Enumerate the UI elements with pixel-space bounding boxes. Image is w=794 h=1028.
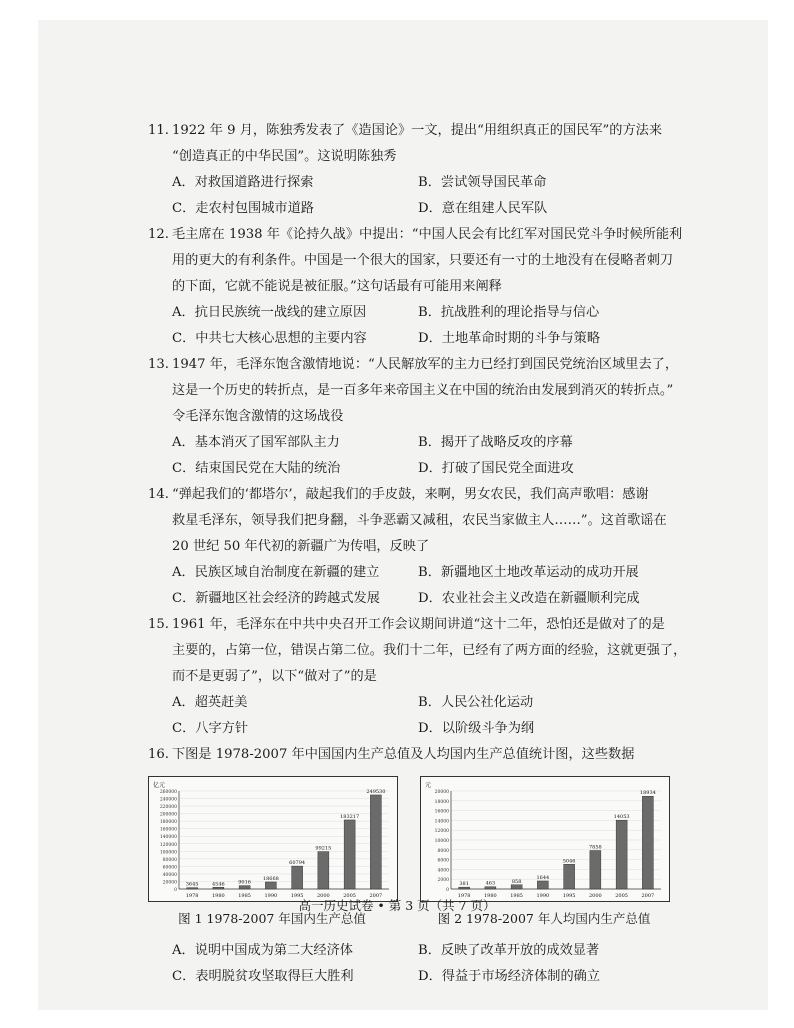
option-c[interactable]: C．表明脱贫攻坚取得巨大胜利 [172, 969, 354, 984]
option-b[interactable]: B．新疆地区土地改革运动的成功开展 [418, 565, 639, 580]
question-13 [148, 352, 678, 482]
option-a[interactable]: A．超英赶美 [172, 695, 248, 710]
bar-value-label: 9016 [238, 879, 251, 886]
y-tick-label: 10000 [434, 839, 449, 844]
option-d[interactable]: D．意在组建人民军队 [418, 201, 548, 216]
y-axis-label: 亿元 [153, 782, 166, 789]
option-d[interactable]: D．打破了国民党全面进攻 [418, 461, 574, 476]
y-tick-label: 8000 [437, 848, 449, 854]
question-text-line: 毛主席在 1938 年《论持久战》中提出：“中国人民会有比红军对国民党斗争时候所能利 [172, 227, 683, 242]
bar-value-label: 249530 [366, 788, 386, 795]
gdp-chart-frame [148, 776, 398, 902]
per-capita-chart-caption: 图 2 1978-2007 年人均国内生产总值 [437, 911, 651, 926]
question-text-line: 1947 年，毛泽东饱含激情地说：“人民解放军的主力已经打到国民党统治区域里去了， [172, 357, 679, 372]
bar-value-label: 381 [459, 881, 469, 888]
option-b[interactable]: B．反映了改革开放的成效显著 [418, 943, 600, 958]
bar-value-label: 5046 [562, 858, 576, 865]
question-12 [148, 222, 683, 352]
y-axis-label: 元 [425, 782, 432, 789]
y-tick-label: 20000 [162, 880, 177, 886]
bar-value-label: 99215 [315, 845, 332, 852]
y-tick-label: 60000 [162, 865, 177, 871]
q16-options [148, 938, 678, 990]
gdp-chart-caption: 图 1 1978-2007 年国内生产总值 [178, 911, 366, 926]
option-c[interactable]: C．中共七大核心思想的主要内容 [172, 331, 367, 346]
bar [265, 882, 276, 889]
y-tick-label: 20000 [434, 790, 449, 795]
bar [616, 820, 627, 889]
y-tick-label: 100000 [159, 850, 177, 856]
bar-value-label: 463 [485, 880, 496, 887]
options [148, 300, 678, 352]
y-tick-label: 200000 [159, 812, 177, 818]
bar [318, 852, 329, 889]
y-tick-label: 16000 [434, 809, 449, 815]
bar [187, 888, 198, 889]
bar [564, 864, 575, 889]
y-tick-label: 18000 [434, 799, 449, 805]
x-tick-label: 1980 [212, 893, 225, 899]
question-text-line: 令毛泽东饱含激情的这场战役 [172, 409, 344, 424]
bar-value-label: 14053 [613, 814, 630, 821]
question-list [148, 118, 687, 990]
x-tick-label: 1985 [510, 893, 523, 899]
option-c[interactable]: C．走农村包围城市道路 [172, 201, 314, 216]
bar [292, 866, 303, 889]
x-tick-label: 2000 [589, 893, 602, 899]
x-tick-label: 2005 [343, 893, 356, 899]
question-text-line: 1922 年 9 月，陈独秀发表了《造国论》一文，提出“用组织真正的国民军”的方法来 [172, 123, 663, 138]
x-tick-label: 2007 [369, 893, 383, 899]
question-text-line: 用的更大的有利条件。中国是一个很大的国家，只要还有一寸的土地没有在侵略者刺刀 [172, 253, 674, 268]
question-number: 15. [148, 617, 169, 632]
x-tick-label: 1990 [536, 893, 550, 899]
x-tick-label: 1985 [238, 893, 251, 899]
bar [344, 820, 355, 889]
question-number: 13. [148, 357, 169, 372]
option-d[interactable]: D．以阶级斗争为纲 [418, 721, 535, 736]
option-b[interactable]: B．揭开了战略反攻的序幕 [418, 435, 573, 450]
y-tick-label: 0 [446, 888, 449, 893]
question-text-line: 1961 年，毛泽东在中共中央召开工作会议期间讲道“这十二年，恐怕还是做对了的是 [172, 617, 665, 632]
option-c[interactable]: C．结束国民党在大陆的统治 [172, 461, 341, 476]
question-number: 11. [148, 123, 169, 138]
bar-value-label: 18668 [262, 875, 279, 882]
bar [511, 885, 522, 889]
gdp-chart-svg [149, 777, 397, 901]
x-tick-label: 2007 [641, 893, 655, 899]
question-text-line: 下图是 1978-2007 年中国国内生产总值及人均国内生产总值统计图，这些数据 [172, 747, 635, 762]
x-tick-label: 1995 [290, 893, 304, 899]
question-text-line: 20 世纪 50 年代初的新疆广为传唱，反映了 [172, 539, 430, 554]
per-capita-chart-svg [421, 777, 669, 901]
bar [590, 850, 601, 889]
question-text-line: 救星毛泽东，领导我们把身翻，斗争恶霸又减租，农民当家做主人……”。这首歌谣在 [172, 513, 667, 528]
y-tick-label: 14000 [434, 819, 449, 825]
option-d[interactable]: D．土地革命时期的斗争与策略 [418, 331, 601, 346]
bar-value-label: 858 [511, 878, 522, 885]
bar [485, 887, 496, 889]
options [148, 170, 678, 222]
option-b[interactable]: B．尝试领导国民革命 [418, 175, 547, 190]
x-tick-label: 1978 [185, 893, 199, 899]
question-text-line: 而不是更弱了”，以下“做对了”的是 [172, 669, 377, 684]
option-b[interactable]: B．抗战胜利的理论指导与信心 [418, 305, 600, 320]
question-text-line: “创造真正的中华民国”。这说明陈独秀 [172, 149, 397, 164]
option-c[interactable]: C．新疆地区社会经济的跨越式发展 [172, 591, 380, 606]
question-text-line: 的下面，它就不能说是被征服。”这句话最有可能用来阐释 [172, 279, 502, 294]
y-tick-label: 180000 [159, 820, 177, 826]
option-a[interactable]: A．对救国道路进行探索 [172, 175, 314, 190]
bar-value-label: 18934 [639, 790, 656, 797]
question-text-line: 这是一个历史的转折点，是一百多年来帝国主义在中国的统治由发展到消灭的转折点。” [172, 383, 674, 398]
x-tick-label: 1978 [457, 893, 471, 899]
x-tick-label: 2000 [317, 893, 330, 899]
bar-value-label: 1644 [536, 874, 550, 881]
x-tick-label: 1995 [562, 893, 576, 899]
question-text-line: “弹起我们的‘都塔尔’，敲起我们的手皮鼓，来啊，男女农民，我们高声歌唱：感谢 [172, 487, 649, 502]
y-tick-label: 140000 [159, 835, 177, 841]
bar-value-label: 60794 [289, 860, 306, 867]
option-c[interactable]: C．八字方针 [172, 721, 249, 736]
x-tick-label: 1990 [264, 893, 278, 899]
question-14 [148, 482, 678, 612]
x-tick-label: 1980 [484, 893, 497, 899]
per-capita-chart-frame [420, 776, 670, 902]
bar-value-label: 7858 [589, 844, 602, 851]
bar [642, 796, 653, 889]
y-tick-label: 0 [174, 888, 177, 893]
option-d[interactable]: D．得益于市场经济体制的确立 [418, 969, 601, 984]
question-number: 12. [148, 227, 169, 242]
y-tick-label: 220000 [159, 805, 177, 811]
question-text-line: 主要的，占第一位，错误占第二位。我们十二年，已经有了两方面的经验，这就更强了， [172, 643, 687, 658]
option-a[interactable]: A．说明中国成为第二大经济体 [172, 943, 353, 958]
question-15 [148, 612, 687, 742]
x-tick-label: 2005 [615, 893, 628, 899]
y-tick-label: 4000 [437, 868, 449, 874]
bar-value-label: 4546 [212, 881, 225, 888]
options [148, 430, 678, 482]
question-16 [148, 742, 678, 768]
bar [370, 795, 381, 889]
option-a[interactable]: A．民族区域自治制度在新疆的建立 [172, 565, 380, 580]
option-a[interactable]: A．基本消灭了国军部队主力 [172, 435, 340, 450]
bar [239, 886, 250, 889]
question-number: 16. [148, 747, 169, 762]
option-b[interactable]: B．人民公社化运动 [418, 695, 534, 710]
y-tick-label: 40000 [162, 872, 177, 878]
bar [213, 887, 224, 889]
y-tick-label: 80000 [162, 857, 177, 863]
page-footer: 高一历史试卷 • 第 3 页（共 7 页） [298, 898, 496, 913]
bar-value-label: 3645 [185, 881, 199, 888]
question-11 [148, 118, 678, 222]
y-tick-label: 240000 [159, 797, 177, 803]
y-tick-label: 2000 [437, 878, 449, 884]
options [148, 690, 678, 742]
y-tick-label: 260000 [159, 790, 177, 795]
question-number: 14. [148, 487, 169, 502]
bar [459, 887, 470, 889]
option-d[interactable]: D．农业社会主义改造在新疆顺利完成 [418, 591, 640, 606]
bar-value-label: 183217 [340, 813, 360, 820]
y-tick-label: 120000 [159, 842, 177, 848]
y-tick-label: 6000 [437, 858, 449, 864]
option-a[interactable]: A．抗日民族统一战线的建立原因 [172, 305, 367, 320]
y-tick-label: 12000 [434, 829, 449, 835]
options [148, 560, 678, 612]
bar [537, 881, 548, 889]
y-tick-label: 160000 [159, 827, 177, 833]
